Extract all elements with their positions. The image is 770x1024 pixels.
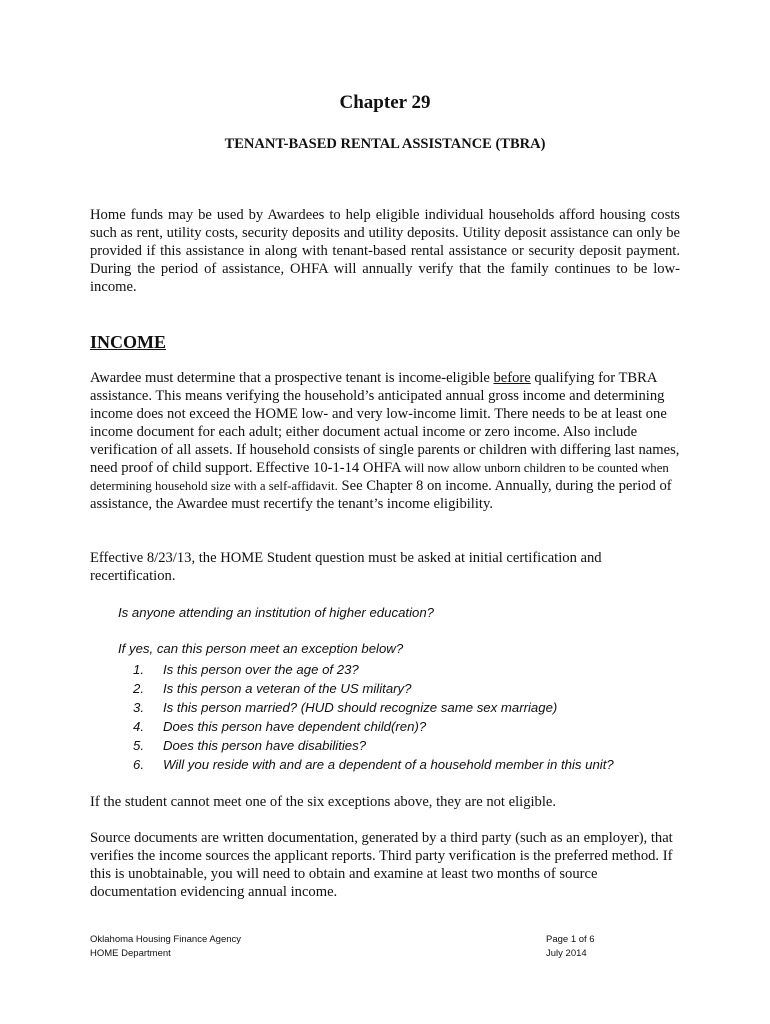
income-text-c: See Chapter 8 on income. Annually, during the period of assistance, the Awardee must recertify the tenant’s income eligibility. bbox=[90, 478, 672, 512]
exceptions-intro: If yes, can this person meet an exception below? bbox=[118, 641, 404, 656]
list-text: Does this person have disabilities? bbox=[163, 738, 367, 753]
footer-dept: HOME Department bbox=[90, 948, 171, 959]
list-text: Is this person over the age of 23? bbox=[163, 662, 359, 677]
footer-page-number: Page 1 of 6 bbox=[546, 934, 595, 945]
list-number: 2. bbox=[133, 681, 144, 696]
exceptions-list bbox=[118, 660, 614, 774]
chapter-title: Chapter 29 bbox=[339, 92, 431, 113]
footer-right bbox=[546, 933, 595, 961]
list-number: 3. bbox=[133, 700, 144, 715]
list-item bbox=[118, 755, 614, 774]
ineligible-statement: If the student cannot meet one of the six exceptions above, they are not eligible. bbox=[90, 794, 557, 810]
income-text-b: qualifying for TBRA assistance. This means verifying the household’s anticipated annual gross income and determining income does not exceed the HOME low- and very low-income limit. There needs to be at least one income document for each adult; either document actual income or zero income. Also include verification of all assets. If household consists of single parents or children with differing last names, need proof of child support. Effective 10-1-14 OHFA bbox=[90, 370, 680, 476]
list-number: 4. bbox=[133, 719, 144, 734]
footer-org: Oklahoma Housing Finance Agency bbox=[90, 934, 242, 945]
student-question: Is anyone attending an institution of higher education? bbox=[118, 605, 434, 620]
list-text: Will you reside with and are a dependent of a household member in this unit? bbox=[163, 757, 614, 772]
footer-left bbox=[90, 933, 241, 961]
before-emphasis: before bbox=[493, 370, 531, 386]
income-heading: INCOME bbox=[90, 332, 166, 352]
list-text: Is this person a veteran of the US military? bbox=[163, 681, 412, 696]
list-item bbox=[118, 717, 614, 736]
list-item bbox=[118, 679, 614, 698]
student-question-paragraph: Effective 8/23/13, the HOME Student question must be asked at initial certification and recertification. bbox=[90, 550, 602, 584]
list-number: 1. bbox=[133, 662, 144, 677]
list-text: Does this person have dependent child(ren)? bbox=[163, 719, 427, 734]
list-number: 6. bbox=[133, 757, 144, 772]
chapter-subtitle: TENANT-BASED RENTAL ASSISTANCE (TBRA) bbox=[224, 136, 546, 152]
income-paragraph bbox=[90, 369, 680, 513]
income-text-a: Awardee must determine that a prospective tenant is income-eligible bbox=[90, 370, 494, 386]
list-text: Is this person married? (HUD should recognize same sex marriage) bbox=[163, 700, 558, 715]
footer-date: July 2014 bbox=[546, 948, 587, 959]
list-item bbox=[118, 736, 614, 755]
unborn-children-note: will now allow unborn children to be counted when determining household size with a self-affidavit. bbox=[90, 461, 669, 493]
source-documents-paragraph: Source documents are written documentation, generated by a third party (such as an employer), that verifies the income sources the applicant reports. Third party verification is the preferred method. If this is unobtainable, you will need to obtain and examine at least two months of source documentation evidencing annual income. bbox=[90, 830, 673, 900]
list-item bbox=[118, 698, 614, 717]
intro-paragraph: Home funds may be used by Awardees to help eligible individual households afford housing costs such as rent, utility costs, security deposits and utility deposits. Utility deposit assistance can only be provided if this assistance in along with tenant-based rental assistance or security deposit payment. During the period of assistance, OHFA will annually verify that the family continues to be low-income. bbox=[90, 207, 680, 295]
list-item bbox=[118, 660, 614, 679]
list-number: 5. bbox=[133, 738, 144, 753]
